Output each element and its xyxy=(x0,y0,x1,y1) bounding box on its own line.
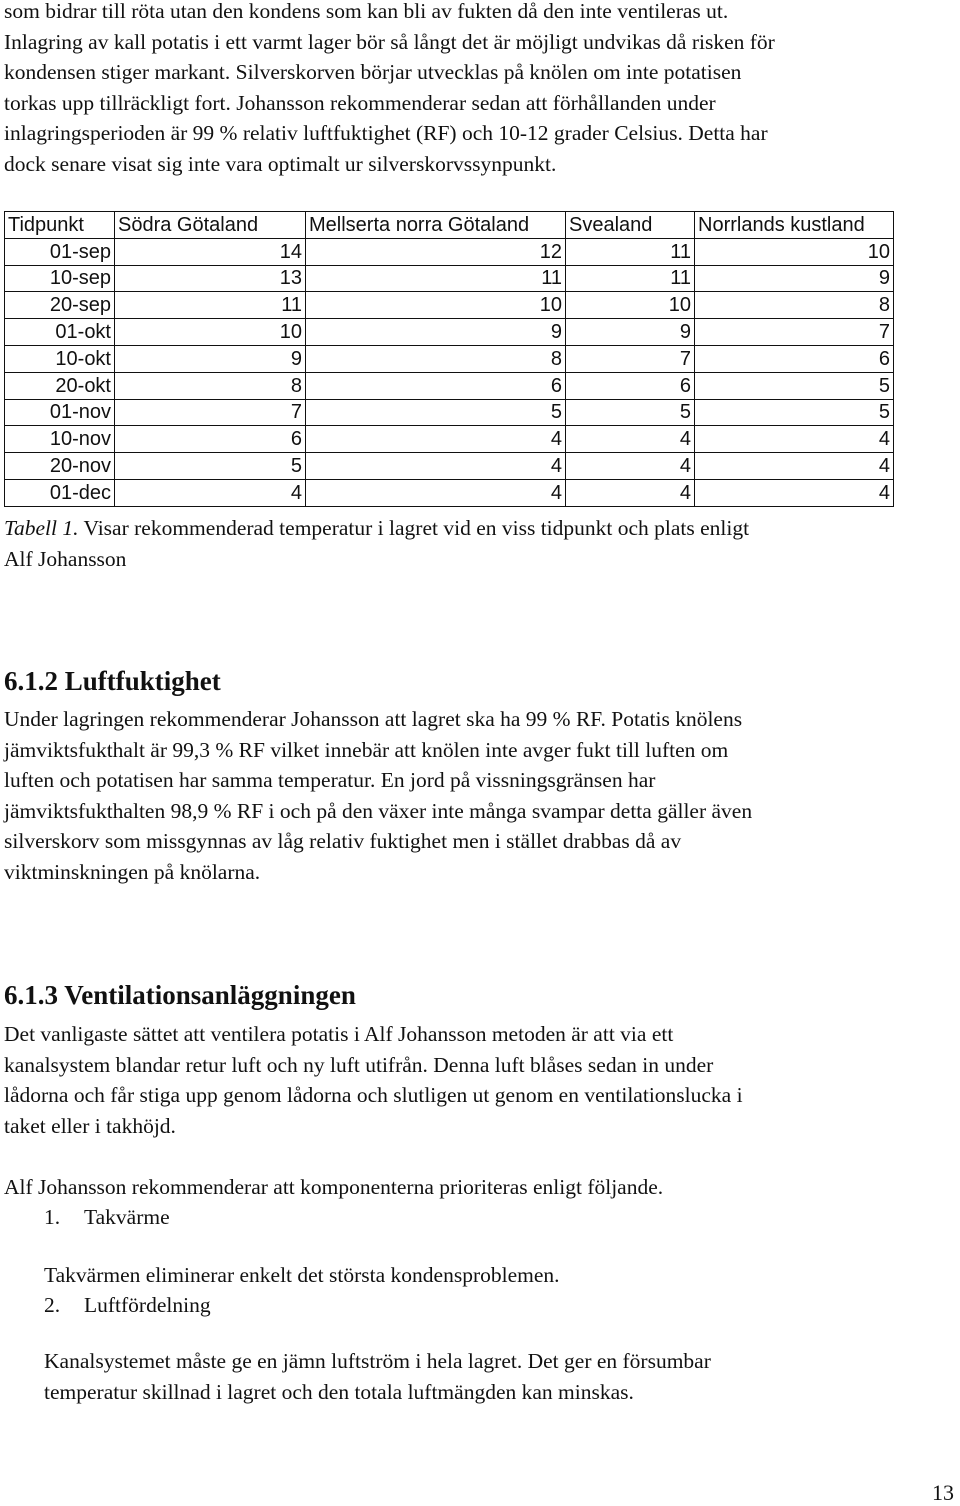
text-line: Det vanligaste sättet att ventilera potatis i Alf Johansson metoden är att via ett xyxy=(4,1022,674,1046)
text-line: jämviktsfukthalt är 99,3 % RF vilket innebär att knölen inte avger fukt till luften om xyxy=(4,737,729,762)
text-line: silverskorv som missgynnas av låg relativ fuktighet men i stället drabbas då av xyxy=(4,829,682,853)
table-cell: 14 xyxy=(115,238,306,265)
text-line: Inlagring av kall potatis i ett varmt lager bör så långt det är möjligt undvikas då risken för xyxy=(4,29,775,54)
table-row xyxy=(5,479,894,506)
section-heading-ventilation: 6.1.3 Ventilationsanläggningen xyxy=(4,980,356,1010)
table-cell: 4 xyxy=(695,453,894,480)
table-row xyxy=(5,426,894,453)
table-caption xyxy=(4,513,749,574)
table-row xyxy=(5,372,894,399)
text-line: jämviktsfukthalten 98,9 % RF i och på den växer inte många svampar detta gäller även xyxy=(4,798,753,823)
text-line: kondensen stiger markant. Silverskorven börjar utvecklas på knölen om inte potatisen xyxy=(4,60,742,84)
text-line: dock senare visat sig inte vara optimalt ur silverskorvssynpunkt. xyxy=(4,151,557,176)
text-line: taket eller i takhöjd. xyxy=(4,1113,176,1138)
table-row xyxy=(5,292,894,319)
caption-label: Tabell 1. xyxy=(4,516,79,540)
table-header-row xyxy=(5,212,894,239)
table-cell: 8 xyxy=(306,345,566,372)
text-line: inlagringsperioden är 99 % relativ luftfuktighet (RF) och 10-12 grader Celsius. Detta har xyxy=(4,121,768,145)
table-cell: 5 xyxy=(306,399,566,426)
list-item-text xyxy=(44,1260,560,1291)
table-cell: 20-okt xyxy=(5,372,115,399)
table-row xyxy=(5,453,894,480)
table-cell: 8 xyxy=(695,292,894,319)
text-line: kanalsystem blandar retur luft och ny luft utifrån. Denna luft blåses sedan in under xyxy=(4,1052,714,1077)
table-cell: 10 xyxy=(695,238,894,265)
table-cell: 01-okt xyxy=(5,319,115,346)
text-line: Takvärmen eliminerar enkelt det största kondensproblemen. xyxy=(44,1263,560,1287)
table-cell: 4 xyxy=(306,453,566,480)
table-cell: 7 xyxy=(695,319,894,346)
table-cell: 11 xyxy=(566,238,695,265)
table-cell: 6 xyxy=(306,372,566,399)
table-cell: 13 xyxy=(115,265,306,292)
table-cell: 4 xyxy=(695,479,894,506)
table-header-cell: Norrlands kustland xyxy=(695,212,894,239)
list-item-text xyxy=(44,1346,711,1407)
table-cell: 5 xyxy=(566,399,695,426)
table-cell: 9 xyxy=(306,319,566,346)
table-cell: 4 xyxy=(566,453,695,480)
caption-text: Alf Johansson xyxy=(4,546,127,571)
list-number: 1. xyxy=(44,1205,61,1229)
table-cell: 10-okt xyxy=(5,345,115,372)
table-row xyxy=(5,345,894,372)
table-cell: 6 xyxy=(115,426,306,453)
temperature-table xyxy=(4,211,894,507)
list-item-title: Takvärme xyxy=(84,1205,170,1229)
table-cell: 10 xyxy=(115,319,306,346)
text-line: luften och potatisen har samma temperatur. En jord på vissningsgränsen har xyxy=(4,768,656,792)
table-cell: 7 xyxy=(115,399,306,426)
table-cell: 9 xyxy=(566,319,695,346)
table-cell: 10-sep xyxy=(5,265,115,292)
table-cell: 5 xyxy=(115,453,306,480)
text-line: viktminskningen på knölarna. xyxy=(4,859,261,884)
table-cell: 5 xyxy=(695,399,894,426)
page-number: 13 xyxy=(932,1480,954,1505)
table-cell: 8 xyxy=(115,372,306,399)
table-header-cell: Svealand xyxy=(566,212,695,239)
table-row xyxy=(5,238,894,265)
table-cell: 9 xyxy=(695,265,894,292)
text-line: Kanalsystemet måste ge en jämn luftström i hela lagret. Det ger en försumbar xyxy=(44,1349,711,1373)
table-cell: 4 xyxy=(566,426,695,453)
list-item-title: Luftfördelning xyxy=(84,1293,211,1317)
table-cell: 10-nov xyxy=(5,426,115,453)
section-paragraph xyxy=(4,704,752,887)
table-cell: 6 xyxy=(566,372,695,399)
table-cell: 4 xyxy=(115,479,306,506)
table-cell: 4 xyxy=(306,479,566,506)
list-item xyxy=(44,1290,211,1320)
intro-paragraph xyxy=(4,0,775,179)
text-line: Under lagringen rekommenderar Johansson att lagret ska ha 99 % RF. Potatis knölens xyxy=(4,707,743,731)
table-cell: 4 xyxy=(695,426,894,453)
table-row xyxy=(5,319,894,346)
table-header-cell: Tidpunkt xyxy=(5,212,115,239)
table-cell: 10 xyxy=(566,292,695,319)
table-cell: 5 xyxy=(695,372,894,399)
table-cell: 10 xyxy=(306,292,566,319)
text-line: lådorna och får stiga upp genom lådorna och slutligen ut genom en ventilationslucka i xyxy=(4,1083,743,1107)
table-cell: 01-sep xyxy=(5,238,115,265)
text-line: som bidrar till röta utan den kondens som kan bli av fukten då den inte ventileras ut. xyxy=(4,0,729,23)
table-header-cell: Mellserta norra Götaland xyxy=(306,212,566,239)
table-cell: 4 xyxy=(566,479,695,506)
table-cell: 01-nov xyxy=(5,399,115,426)
table-cell: 01-dec xyxy=(5,479,115,506)
table-cell: 6 xyxy=(695,345,894,372)
table-cell: 20-sep xyxy=(5,292,115,319)
priority-intro: Alf Johansson rekommenderar att komponenterna prioriteras enligt följande. xyxy=(4,1175,664,1199)
table-cell: 11 xyxy=(115,292,306,319)
list-number: 2. xyxy=(44,1293,61,1317)
table-cell: 4 xyxy=(306,426,566,453)
table-cell: 7 xyxy=(566,345,695,372)
table-cell: 11 xyxy=(306,265,566,292)
section-heading-luftfuktighet: 6.1.2 Luftfuktighet xyxy=(4,666,221,696)
table-row xyxy=(5,399,894,426)
table-cell: 11 xyxy=(566,265,695,292)
list-item xyxy=(44,1202,170,1232)
table-cell: 9 xyxy=(115,345,306,372)
section-paragraph xyxy=(4,1019,743,1141)
caption-text: Visar rekommenderad temperatur i lagret vid en viss tidpunkt och plats enligt xyxy=(78,516,750,540)
table-cell: 20-nov xyxy=(5,453,115,480)
table-row xyxy=(5,265,894,292)
text-line: torkas upp tillräckligt fort. Johansson rekommenderar sedan att förhållanden under xyxy=(4,90,716,115)
table-cell: 12 xyxy=(306,238,566,265)
text-line: temperatur skillnad i lagret och den totala luftmängden kan minskas. xyxy=(44,1379,634,1404)
table-header-cell: Södra Götaland xyxy=(115,212,306,239)
